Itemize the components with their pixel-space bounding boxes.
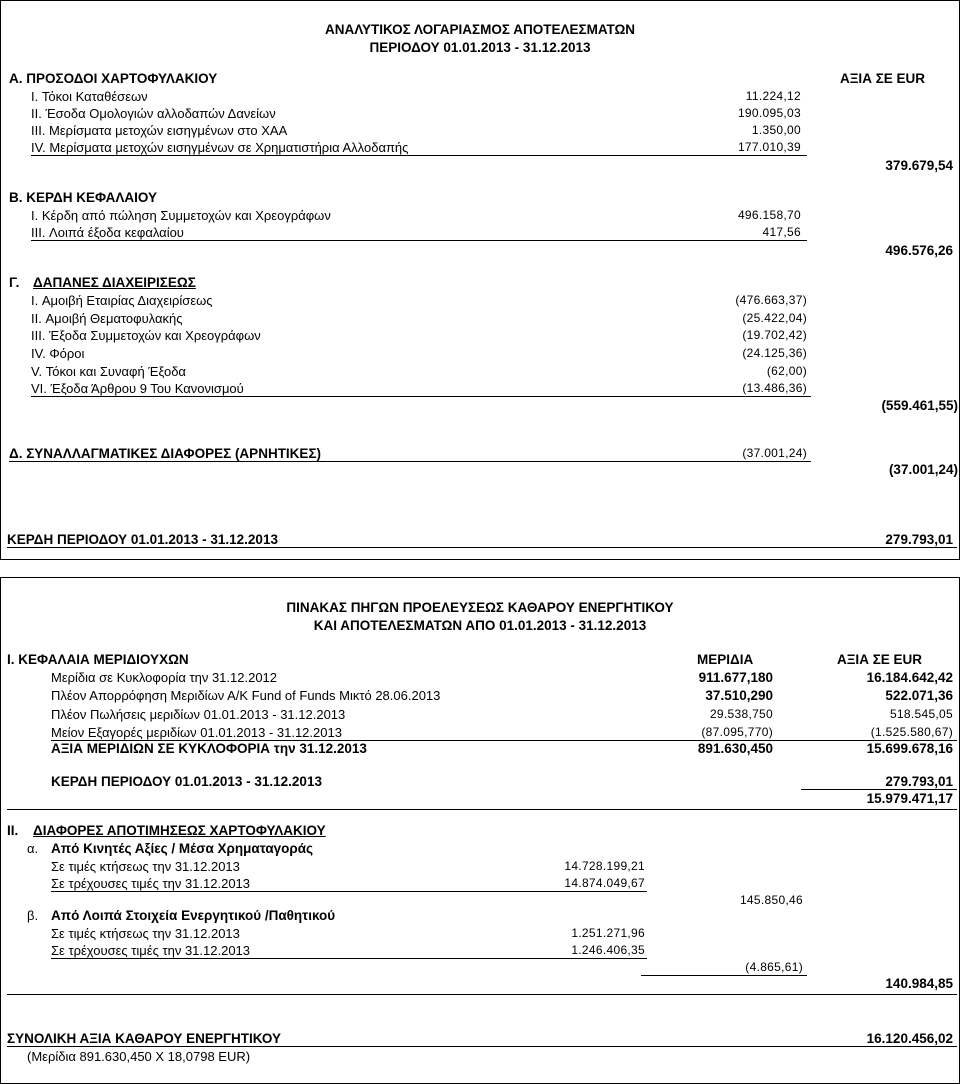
sources-title: ΠΙΝΑΚΑΣ ΠΗΓΩΝ ΠΡΟΕΛΕΥΣΕΩΣ ΚΑΘΑΡΟΥ ΕΝΕΡΓΗΤΙΚΟΥ (286, 600, 674, 615)
total-net-assets-label: ΣΥΝΟΛΙΚΗ ΑΞΙΑ ΚΑΘΑΡΟΥ ΕΝΕΡΓΗΤΙΚΟΥ (7, 1031, 281, 1046)
period-profit-value: 279.793,01 (885, 532, 953, 547)
section-a-item-value: 177.010,39 (737, 140, 801, 154)
section-c-heading: ΔΑΠΑΝΕΣ ΔΙΑΧΕΙΡΙΣΕΩΣ (33, 275, 196, 290)
valuation-total: 140.984,85 (885, 976, 953, 991)
section-c-item-value: (13.486,36) (742, 381, 807, 395)
section-b-item-value: 417,56 (762, 225, 801, 239)
section-c-item-value: (62,00) (766, 364, 807, 378)
period-profit-label: ΚΕΡΔΗ ΠΕΡΙΟΔΟΥ 01.01.2013 - 31.12.2013 (51, 774, 322, 789)
subtotal-underline (7, 809, 957, 810)
section-c-item-value: (24.125,36) (742, 346, 807, 360)
sub-b-row-value: 1.251.271,96 (571, 926, 645, 940)
section-c-total: (559.461,55) (881, 398, 958, 413)
section-c-prefix: Γ. (9, 275, 20, 290)
sub-a-underline (51, 891, 647, 892)
section-c-item-label: V. Τόκοι και Συναφή Έξοδα (31, 364, 186, 379)
section-b-total: 496.576,26 (885, 243, 953, 258)
section-a-item-value: 1.350,00 (751, 123, 801, 137)
units-row-label: Μείον Εξαγορές μεριδίων 01.01.2013 - 31.12.2013 (51, 725, 342, 740)
value-header: ΑΞΙΑ ΣΕ EUR (837, 652, 923, 667)
sub-a-difference: 145.850,46 (739, 893, 803, 907)
section-a-item-value: 11.224,12 (745, 89, 801, 103)
period-profit-label: ΚΕΡΔΗ ΠΕΡΙΟΔΟΥ 01.01.2013 - 31.12.2013 (7, 532, 278, 547)
sub-a-heading: Από Κινητές Αξίες / Μέσα Χρηματαγοράς (51, 841, 314, 856)
sub-b-row-value: 1.246.406,35 (571, 943, 645, 957)
section-a-item-value: 190.095,03 (737, 106, 801, 120)
total-net-assets-value: 16.120.456,02 (866, 1031, 953, 1046)
sub-b-difference: (4.865,61) (745, 960, 803, 974)
sub-b-heading: Από Λοιπά Στοιχεία Ενεργητικού /Παθητικού (51, 908, 336, 923)
sub-b-row-label: Σε τιμές κτήσεως την 31.12.2013 (51, 926, 240, 941)
section-a-item-label: III. Μερίσματα μετοχών εισηγμένων στο ΧΑΑ (31, 123, 288, 138)
units-row-units: (87.095,770) (701, 725, 773, 739)
section-b-item-label: III. Λοιπά έξοδα κεφαλαίου (31, 225, 184, 240)
units-row-units: 37.510,290 (705, 688, 773, 703)
units-total-value: 15.699.678,16 (866, 741, 953, 756)
section-a-total: 379.679,54 (885, 158, 953, 173)
sources-subtitle: ΚΑΙ ΑΠΟΤΕΛΕΣΜΑΤΩΝ ΑΠΟ 01.01.2013 - 31.12.2013 (313, 618, 647, 633)
sub-b-underline (51, 958, 647, 959)
section-b-heading: Β. ΚΕΡΔΗ ΚΕΦΑΛΑΙΟΥ (9, 190, 158, 205)
profit-underline (801, 789, 957, 790)
units-row-label: Πλέον Πωλήσεις μεριδίων 01.01.2013 - 31.12.2013 (51, 707, 346, 722)
value-header: ΑΞΙΑ ΣΕ EUR (840, 71, 926, 86)
profit-underline (7, 547, 957, 548)
units-row-value: 522.071,36 (885, 688, 953, 703)
section-d-value: (37.001,24) (742, 446, 807, 460)
subtotal-value: 15.979.471,17 (866, 791, 953, 806)
sub-a-row-value: 14.874.049,67 (564, 876, 645, 890)
sub-b-row-label: Σε τρέχουσες τιμές την 31.12.2013 (51, 943, 251, 958)
section-b-underline (31, 240, 807, 241)
section-a-item-label: II. Έσοδα Ομολογιών αλλοδαπών Δανείων (31, 106, 276, 121)
section-c-item-label: VI. Έξοδα Άρθρου 9 Του Κανονισμού (31, 381, 244, 396)
shareholders-heading: Ι. ΚΕΦΑΛΑΙΑ ΜΕΡΙΔΙΟΥΧΩΝ (7, 652, 189, 667)
section-a-underline (31, 155, 807, 156)
units-row-value: 16.184.642,42 (866, 670, 953, 685)
section-c-underline (31, 396, 811, 397)
units-total-units: 891.630,450 (697, 741, 773, 756)
sub-b-diff-underline (641, 975, 807, 976)
sub-a-prefix: α. (27, 841, 39, 856)
section-c-item-value: (19.702,42) (742, 328, 807, 342)
section-d-underline (9, 461, 811, 462)
sources-panel (0, 577, 960, 1084)
units-row-value: (1.525.580,67) (870, 725, 953, 739)
results-period: ΠΕΡΙΟΔΟΥ 01.01.2013 - 31.12.2013 (369, 40, 591, 55)
units-total-label: ΑΞΙΑ ΜΕΡΙΔΙΩΝ ΣΕ ΚΥΚΛΟΦΟΡΙΑ την 31.12.2013 (51, 741, 367, 756)
units-note: (Μερίδια 891.630,450 X 18,0798 EUR) (27, 1049, 251, 1064)
units-row-label: Πλέον Απορρόφηση Μεριδίων Α/Κ Fund of Funds Μικτό 28.06.2013 (51, 688, 441, 703)
sub-b-prefix: β. (27, 908, 39, 923)
sub-a-row-label: Σε τιμές κτήσεως την 31.12.2013 (51, 859, 240, 874)
section-a-heading: Α. ΠΡΟΣΟΔΟΙ ΧΑΡΤΟΦΥΛΑΚΙΟΥ (9, 71, 218, 86)
period-profit-value: 279.793,01 (885, 774, 953, 789)
section-c-item-label: IV. Φόροι (31, 346, 85, 361)
sub-a-row-value: 14.728.199,21 (564, 859, 645, 873)
units-header: ΜΕΡΙΔΙΑ (697, 652, 754, 667)
total-underline (7, 1046, 957, 1047)
results-title: ΑΝΑΛΥΤΙΚΟΣ ΛΟΓΑΡΙΑΣΜΟΣ ΑΠΟΤΕΛΕΣΜΑΤΩΝ (324, 22, 636, 37)
section-a-item-label: I. Τόκοι Καταθέσεων (31, 89, 148, 104)
section-a-item-label: IV. Μερίσματα μετοχών εισηγμένων σε Χρηματιστήρια Αλλοδαπής (31, 140, 409, 155)
section-c-item-value: (25.422,04) (742, 311, 807, 325)
units-row-value: 518.545,05 (889, 707, 953, 721)
section-d-heading: Δ. ΣΥΝΑΛΛΑΓΜΑΤΙΚΕΣ ΔΙΑΦΟΡΕΣ (ΑΡΝΗΤΙΚΕΣ) (9, 446, 322, 461)
section-d-total: (37.001,24) (888, 462, 958, 477)
section-c-item-value: (476.663,37) (735, 293, 807, 307)
valuation-heading: ΔΙΑΦΟΡΕΣ ΑΠΟΤΙΜΗΣΕΩΣ ΧΑΡΤΟΦΥΛΑΚΙΟΥ (33, 823, 326, 838)
units-row-units: 911.677,180 (698, 670, 773, 685)
section-b-item-label: I. Κέρδη από πώληση Συμμετοχών και Χρεογράφων (31, 208, 331, 223)
section-b-item-value: 496.158,70 (737, 208, 801, 222)
section-c-item-label: I. Αμοιβή Εταιρίας Διαχειρίσεως (31, 293, 213, 308)
valuation-prefix: ΙΙ. (7, 823, 19, 838)
section-c-item-label: II. Αμοιβή Θεματοφυλακής (31, 311, 183, 326)
units-row-label: Μερίδια σε Κυκλοφορία την 31.12.2012 (51, 670, 278, 685)
valuation-underline (7, 994, 957, 995)
units-row-units: 29.538,750 (709, 707, 773, 721)
sub-a-row-label: Σε τρέχουσες τιμές την 31.12.2013 (51, 876, 251, 891)
section-c-item-label: III. Έξοδα Συμμετοχών και Χρεογράφων (31, 328, 261, 343)
